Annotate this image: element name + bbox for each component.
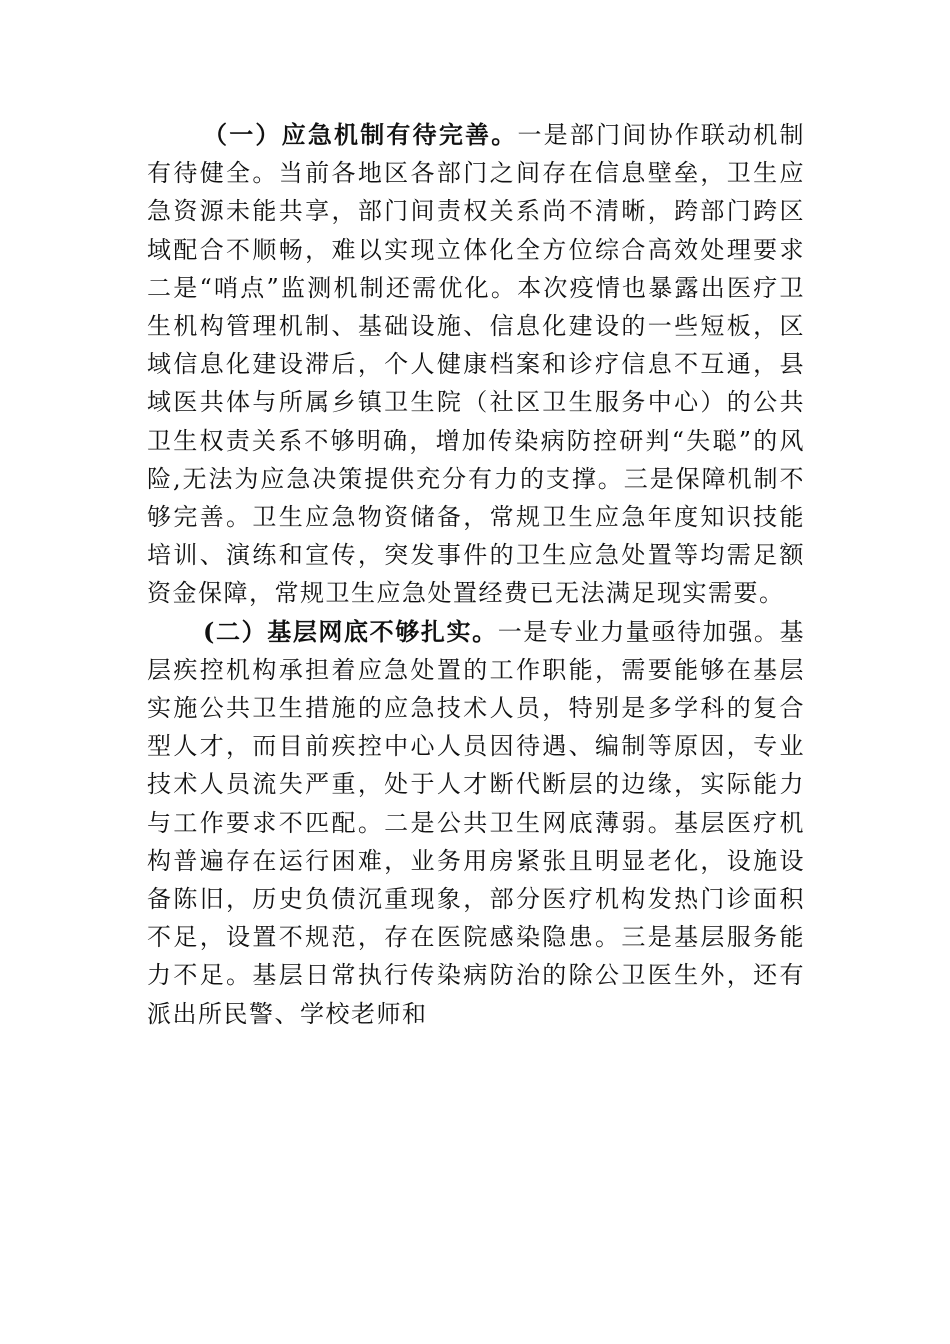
paragraph-heading: （一）应急机制有待完善。 (203, 120, 518, 149)
paragraph-emergency-mechanism (147, 116, 805, 613)
paragraph-text: 一是部门间协作联动机制有待健全。当前各地区各部门之间存在信息壁垒，卫生应急资源未能共享，部门间责权关系尚不清晰，跨部门跨区域配合不顺畅，难以实现立体化全方位综合高效处理要求二是“哨点”监测机制还需优化。本次疫情也暴露出医疗卫生机构管理机制、基础设施、信息化建设的一些短板，区域信息化建设滞后，个人健康档案和诊疗信息不互通，县域医共体与所属乡镇卫生院（社区卫生服务中心）的公共卫生权责关系不够明确，增加传染病防控研判“失聪”的风险,无法为应急决策提供充分有力的支撑。三是保障机制不够完善。卫生应急物资储备，常规卫生应急年度知识技能培训、演练和宣传，突发事件的卫生应急处置等均需足额资金保障，常规卫生应急处置经费已无法满足现实需要。 (147, 121, 806, 608)
paragraph-heading: (二）基层网底不够扎实。 (203, 616, 498, 646)
paragraph-text: 一是专业力量亟待加强。基层疾控机构承担着应急处置的工作职能，需要能够在基层实施公共卫生措施的应急技术人员，特别是多学科的复合型人才，而目前疾控中心人员因待遇、编制等原因，专业技术人员流失严重，处于人才断代断层的边缘，实际能力与工作要求不匹配。二是公共卫生网底薄弱。基层医疗机构普遍存在运行困难，业务用房紧张且明显老化，设施设备陈旧，历史负债沉重现象，部分医疗机构发热门诊面积不足，设置不规范，存在医院感染隐患。三是基层服务能力不足。基层日常执行传染病防治的除公卫医生外，还有派出所民警、学校老师和 (147, 617, 805, 1028)
document-body (147, 116, 805, 1033)
paragraph-grassroots-network (147, 613, 805, 1033)
